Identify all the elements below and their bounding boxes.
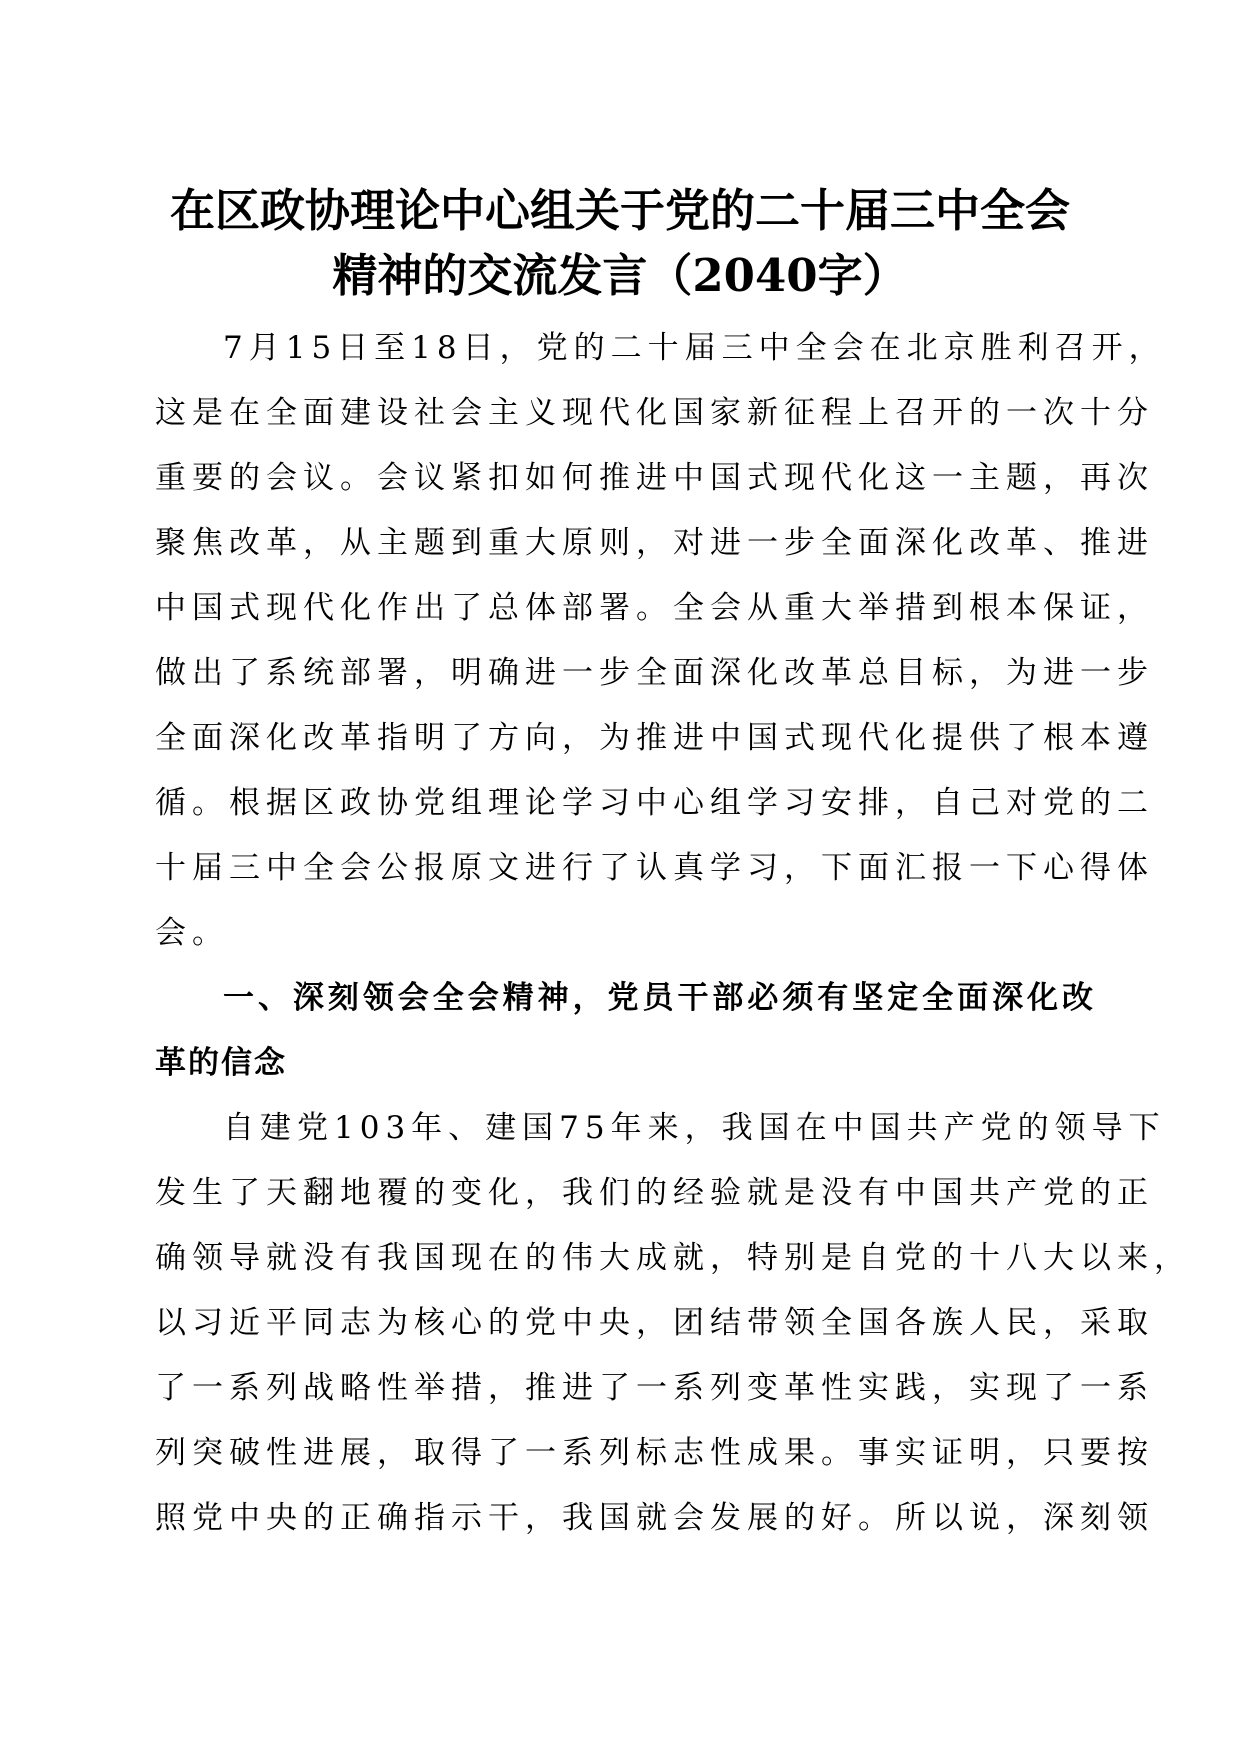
paragraph-line: 十届三中全会公报原文进行了认真学习，下面汇报一下心得体 bbox=[155, 850, 1154, 886]
paragraph-line: 列突破性进展，取得了一系列标志性成果。事实证明，只要按 bbox=[155, 1435, 1154, 1471]
heading-line: 一、深刻领会全会精神，党员干部必须有坚定全面深化改 bbox=[223, 980, 1095, 1016]
paragraph-line: 会。 bbox=[155, 915, 229, 951]
title-line-2: 精神的交流发言（2040字） bbox=[332, 249, 908, 302]
paragraph-line: 循。根据区政协党组理论学习中心组学习安排，自己对党的二 bbox=[155, 785, 1154, 821]
heading-line: 革的信念 bbox=[155, 1045, 287, 1081]
paragraph-line: 做出了系统部署，明确进一步全面深化改革总目标，为进一步 bbox=[155, 655, 1154, 691]
paragraph-line: 确领导就没有我国现在的伟大成就，特别是自党的十八大以来， bbox=[155, 1240, 1191, 1276]
paragraph-line: 这是在全面建设社会主义现代化国家新征程上召开的一次十分 bbox=[155, 395, 1154, 431]
paragraph-line: 全面深化改革指明了方向，为推进中国式现代化提供了根本遵 bbox=[155, 720, 1154, 756]
paragraph-line: 自建党103年、建国75年来，我国在中国共产党的领导下 bbox=[223, 1110, 1166, 1146]
paragraph-line: 发生了天翻地覆的变化，我们的经验就是没有中国共产党的正 bbox=[155, 1175, 1154, 1211]
paragraph-line: 中国式现代化作出了总体部署。全会从重大举措到根本保证， bbox=[155, 590, 1154, 626]
paragraph-2 bbox=[155, 1096, 1191, 1551]
document-body bbox=[155, 316, 1191, 1551]
paragraph-line: 7月15日至18日，党的二十届三中全会在北京胜利召开， bbox=[223, 330, 1166, 366]
paragraph-1 bbox=[155, 316, 1166, 966]
section-heading-1 bbox=[155, 966, 1095, 1096]
paragraph-line: 以习近平同志为核心的党中央，团结带领全国各族人民，采取 bbox=[155, 1305, 1154, 1341]
paragraph-line: 照党中央的正确指示干，我国就会发展的好。所以说，深刻领 bbox=[155, 1500, 1154, 1536]
paragraph-line: 聚焦改革，从主题到重大原则，对进一步全面深化改革、推进 bbox=[155, 525, 1154, 561]
title-line-1: 在区政协理论中心组关于党的二十届三中全会 bbox=[169, 184, 1070, 237]
document-title bbox=[150, 178, 1090, 308]
paragraph-line: 重要的会议。会议紧扣如何推进中国式现代化这一主题，再次 bbox=[155, 460, 1154, 496]
paragraph-line: 了一系列战略性举措，推进了一系列变革性实践，实现了一系 bbox=[155, 1370, 1154, 1406]
